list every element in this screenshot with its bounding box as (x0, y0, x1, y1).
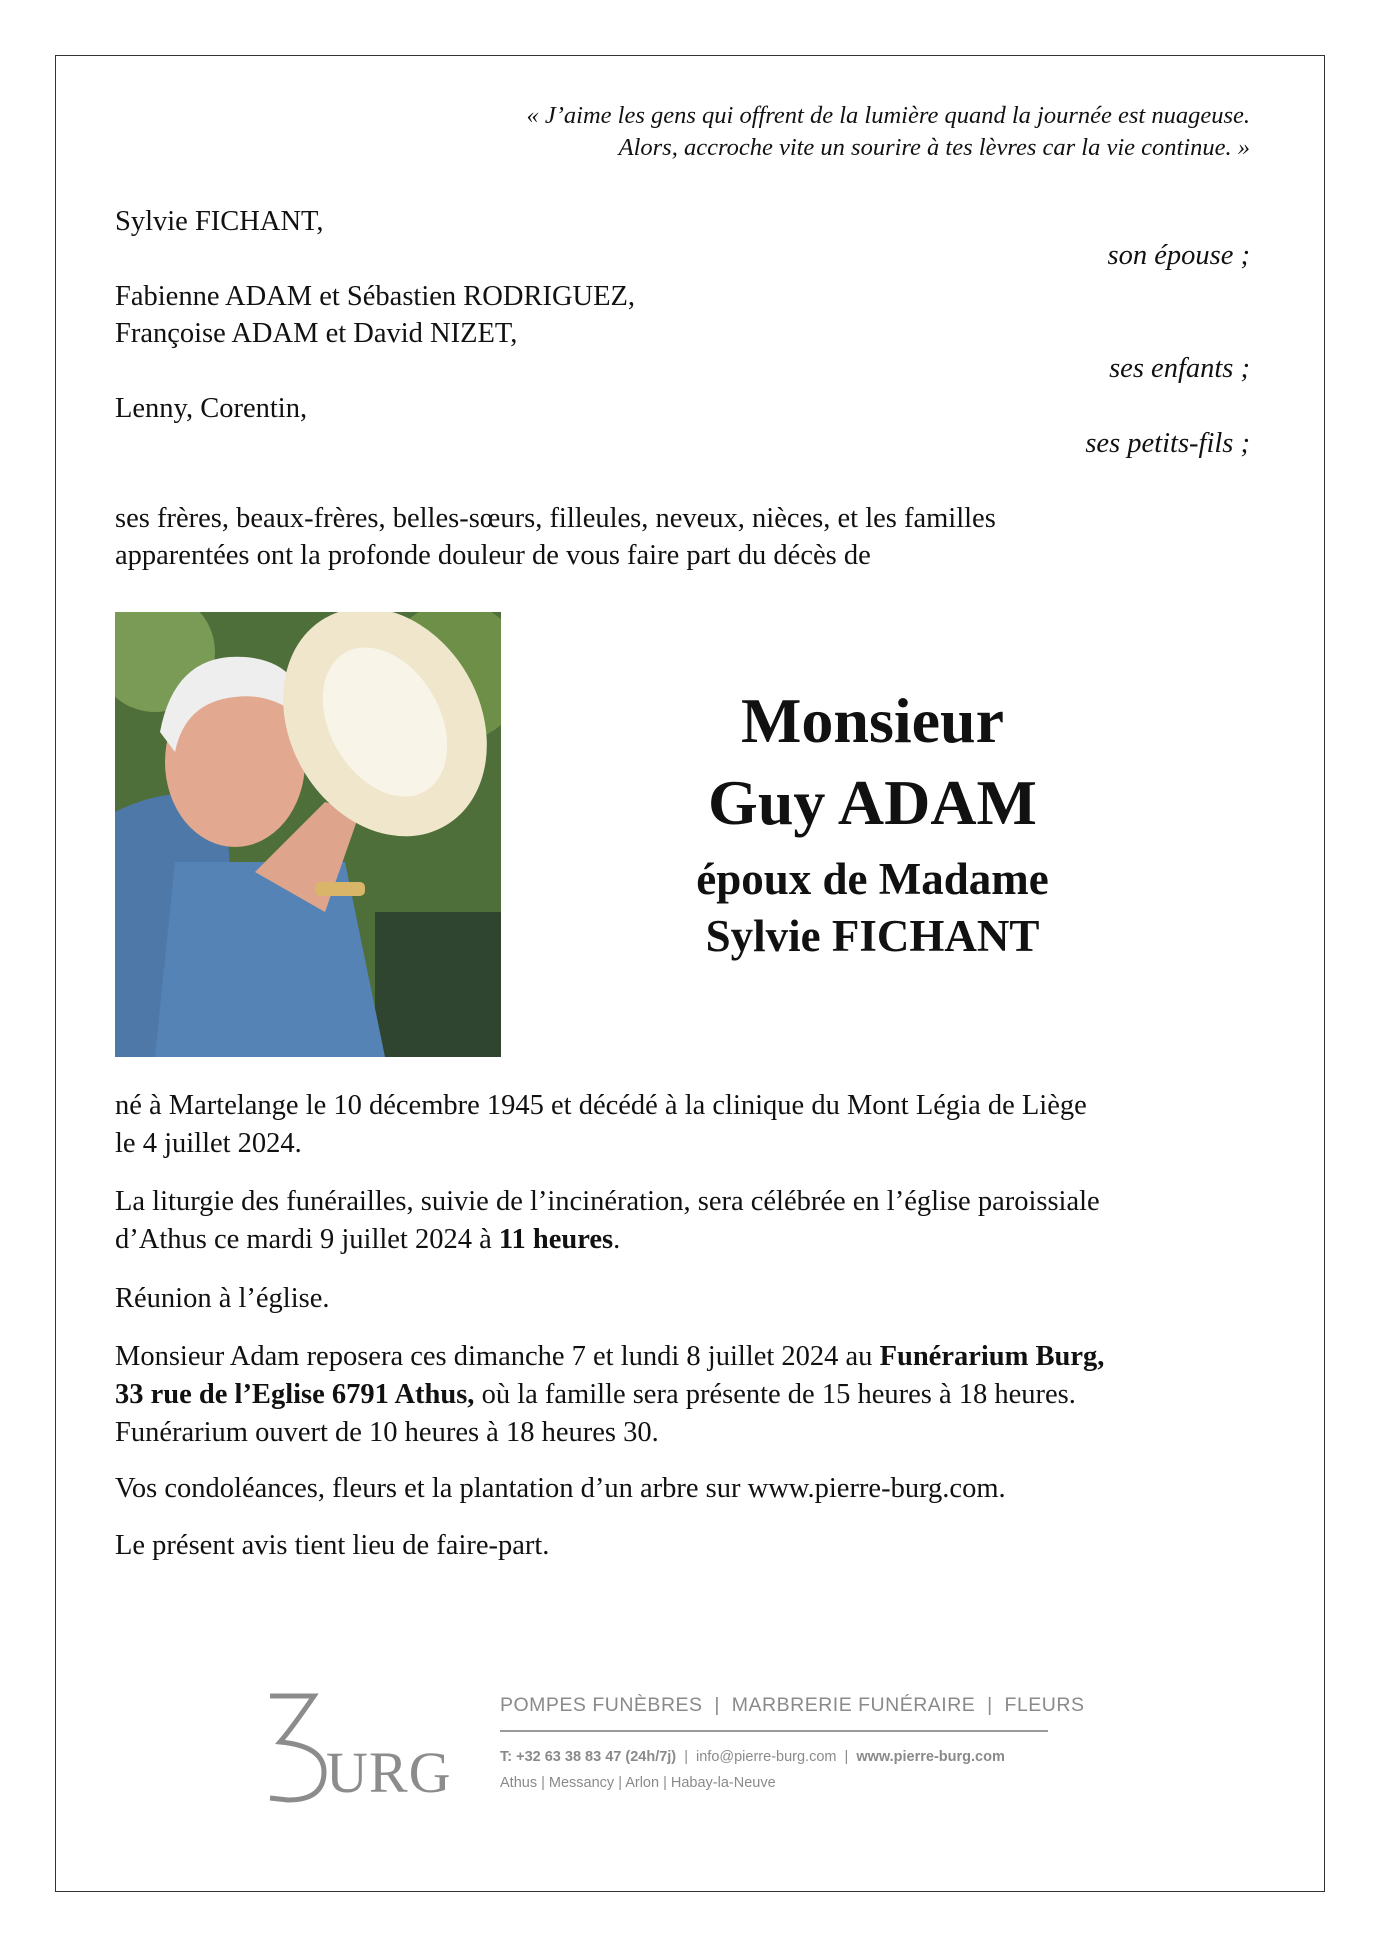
footer-services: POMPES FUNÈBRES | MARBRERIE FUNÉRAIRE | FLEURS (500, 1694, 1085, 1716)
liturgy-line-2-end: . (613, 1224, 621, 1255)
liturgy-line-2 (115, 1221, 1255, 1259)
rest-line-2-text: où la famille sera présente de 15 heures à 18 heures. (474, 1379, 1076, 1410)
liturgy-line-2-text: d’Athus ce mardi 9 juillet 2024 à (115, 1224, 499, 1255)
burg-logo (262, 1690, 458, 1805)
relatives-line-1: ses frères, beaux-frères, belles-sœurs, filleules, neveux, nièces, et les familles (115, 503, 996, 534)
liturgy-paragraph (115, 1183, 1255, 1259)
deceased-spouse-line-2: Sylvie FICHANT (705, 911, 1040, 961)
burg-logo-mark (262, 1690, 458, 1805)
footer-phone: T: +32 63 38 83 47 (500, 1749, 626, 1765)
children-role: ses enfants ; (1109, 353, 1250, 384)
opening-quote (250, 100, 1250, 164)
meeting-note: Réunion à l’église. (115, 1283, 330, 1314)
footer-website: www.pierre-burg.com (856, 1749, 1005, 1765)
spouse-role: son épouse ; (1107, 240, 1250, 271)
footer-contact (500, 1749, 1005, 1765)
liturgy-time: 11 heures (498, 1224, 614, 1255)
spouse-name: Sylvie FICHANT, (115, 206, 324, 237)
funerarium-name: Funérarium Burg, (879, 1341, 1105, 1372)
liturgy-line-1: La liturgie des funérailles, suivie de l’incinération, sera célébrée en l’église paroissiale (115, 1186, 1100, 1217)
birth-line-2: le 4 juillet 2024. (115, 1128, 302, 1159)
portrait-photo (115, 612, 501, 1057)
quote-line-2: Alors, accroche vite un sourire à tes lèvres car la vie continue. » (618, 134, 1250, 161)
child-1: Fabienne ADAM et Sébastien RODRIGUEZ, (115, 281, 636, 312)
footer-divider (500, 1730, 1048, 1732)
notice-note: Le présent avis tient lieu de faire-part. (115, 1530, 550, 1561)
funerarium-address: 33 rue de l’Eglise 6791 Athus, (115, 1379, 475, 1410)
grandchildren: Lenny, Corentin, (115, 393, 308, 424)
footer-phone-hours: (24h/7j) (625, 1749, 677, 1765)
deceased-name: Guy ADAM (708, 767, 1037, 838)
birth-line-1: né à Martelange le 10 décembre 1945 et décédé à la clinique du Mont Légia de Liège (115, 1090, 1087, 1121)
condolences-note: Vos condoléances, fleurs et la plantation d’un arbre sur www.pierre-burg.com. (115, 1473, 1006, 1504)
grandchildren-role: ses petits-fils ; (1085, 428, 1250, 459)
rest-paragraph (115, 1338, 1255, 1452)
footer-locations: Athus | Messancy | Arlon | Habay-la-Neuve (500, 1775, 776, 1791)
quote-line-1: « J’aime les gens qui offrent de la lumière quand la journée est nuageuse. (526, 102, 1250, 129)
portrait-illustration (115, 612, 501, 1057)
deceased-spouse-line-1: époux de Madame (696, 854, 1049, 904)
deceased-title: Monsieur (740, 685, 1005, 756)
child-2: Françoise ADAM et David NIZET, (115, 318, 518, 349)
rest-line-1-text: Monsieur Adam reposera ces dimanche 7 et lundi 8 juillet 2024 au (115, 1341, 880, 1372)
footer-email: | info@pierre-burg.com | (676, 1749, 857, 1765)
rest-line-3: Funérarium ouvert de 10 heures à 18 heures 30. (115, 1417, 659, 1448)
relatives-line-2: apparentées ont la profonde douleur de vous faire part du décès de (115, 540, 871, 571)
rest-line-2 (115, 1376, 1255, 1414)
svg-text:URG: URG (326, 1740, 452, 1805)
rest-line-1 (115, 1338, 1255, 1376)
birth-death-paragraph (115, 1087, 1255, 1163)
